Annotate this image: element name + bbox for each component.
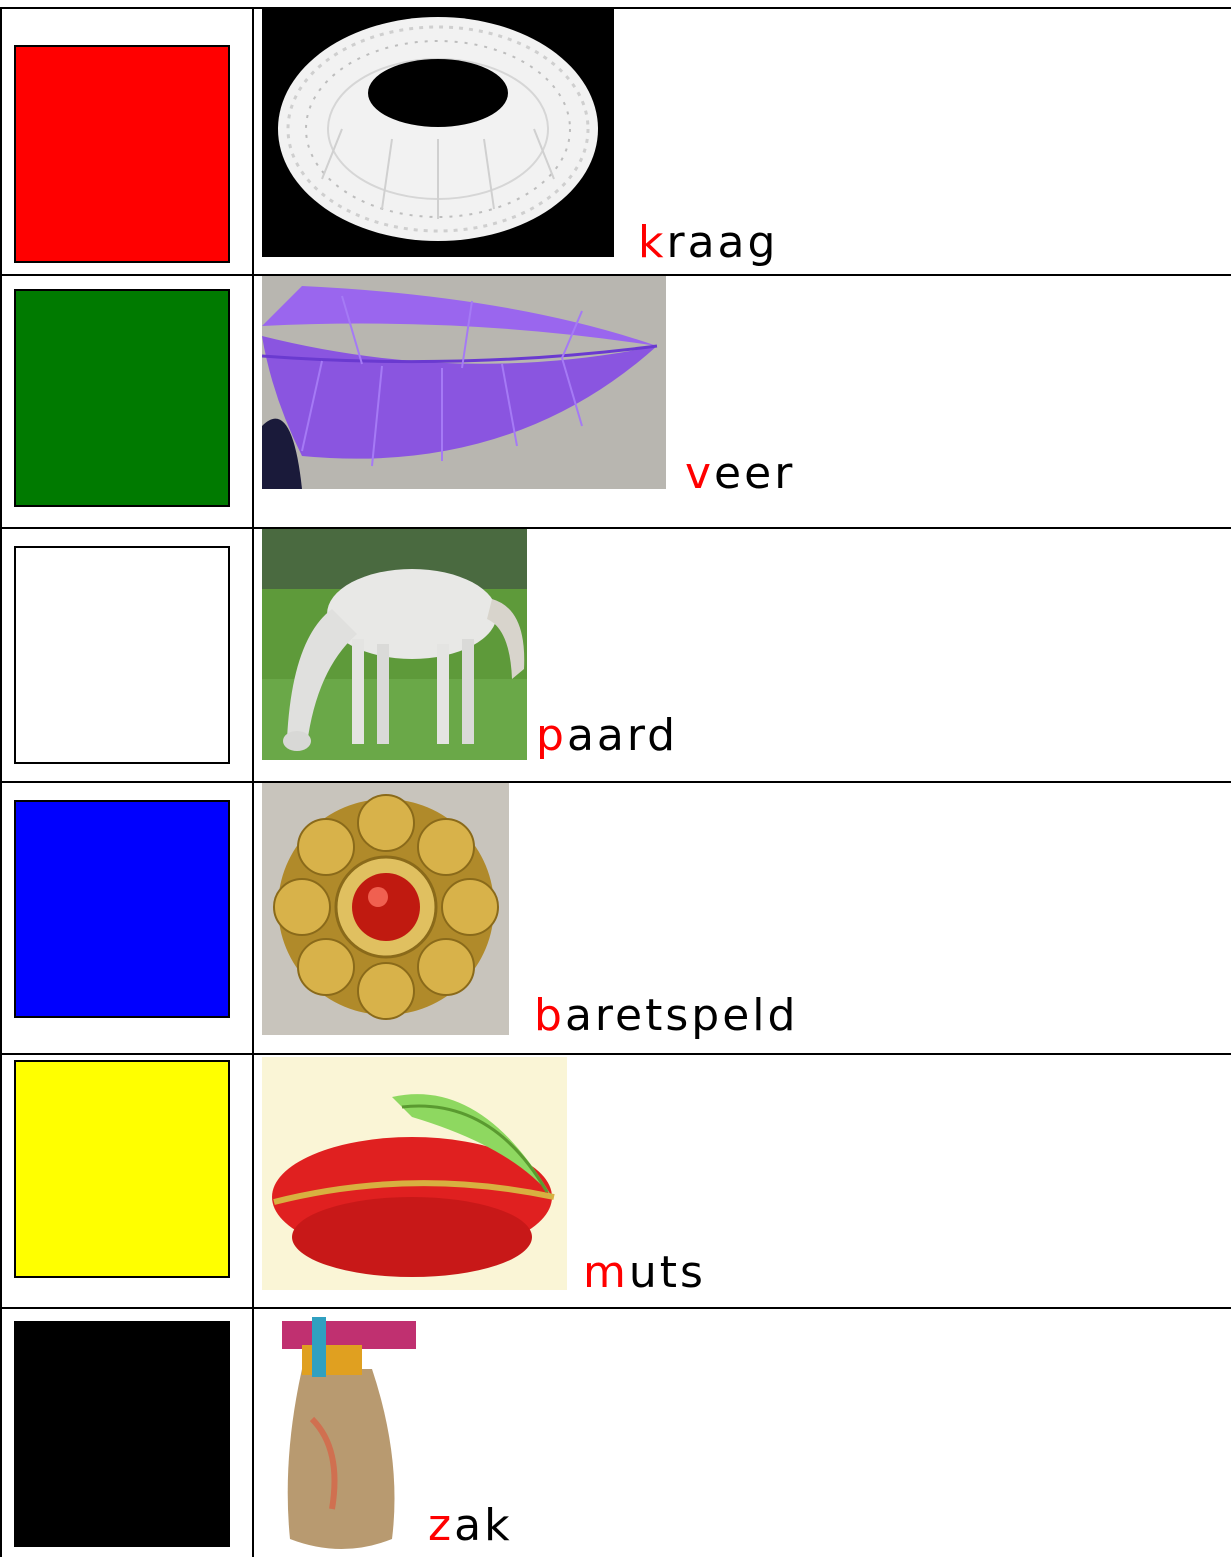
table-row xyxy=(0,9,1231,274)
word-rest: aard xyxy=(566,710,679,761)
color-swatch xyxy=(14,289,230,507)
table-row xyxy=(0,783,1231,1053)
word-rest: ak xyxy=(454,1500,513,1551)
gold-brooch-illustration xyxy=(262,783,509,1035)
white-horse-image xyxy=(262,529,527,760)
color-swatch xyxy=(14,800,230,1018)
gold-ruby-brooch-image xyxy=(262,783,509,1035)
word-rest: aretspeld xyxy=(564,990,799,1041)
color-swatch xyxy=(14,45,230,263)
word-rest: raag xyxy=(666,217,779,268)
red-beret-illustration xyxy=(262,1057,567,1290)
sack-illustration xyxy=(272,1309,422,1557)
first-letter: k xyxy=(638,217,667,268)
purple-feather-image xyxy=(262,276,666,489)
word-rest: uts xyxy=(628,1247,706,1298)
color-swatch xyxy=(14,1321,230,1547)
first-letter: p xyxy=(536,710,567,761)
word-rest: eer xyxy=(714,448,796,499)
sack-with-presents-image xyxy=(272,1309,422,1557)
word-label xyxy=(536,710,679,761)
color-swatch xyxy=(14,546,230,764)
word-label xyxy=(583,1247,706,1298)
lace-collar-illustration xyxy=(262,9,614,257)
first-letter: v xyxy=(685,448,715,499)
lace-collar-image xyxy=(262,9,614,257)
word-label xyxy=(685,448,796,499)
first-letter: b xyxy=(534,990,565,1041)
table-row xyxy=(0,529,1231,781)
red-beret-image xyxy=(262,1057,567,1290)
word-label xyxy=(534,990,799,1041)
table-row xyxy=(0,1309,1231,1557)
color-swatch xyxy=(14,1060,230,1278)
table-row xyxy=(0,276,1231,527)
word-label xyxy=(638,217,779,268)
word-label xyxy=(428,1500,513,1551)
first-letter: m xyxy=(583,1247,629,1298)
first-letter: z xyxy=(428,1500,455,1551)
white-horse-illustration xyxy=(262,529,527,760)
table-row xyxy=(0,1055,1231,1307)
purple-feather-illustration xyxy=(262,276,666,489)
